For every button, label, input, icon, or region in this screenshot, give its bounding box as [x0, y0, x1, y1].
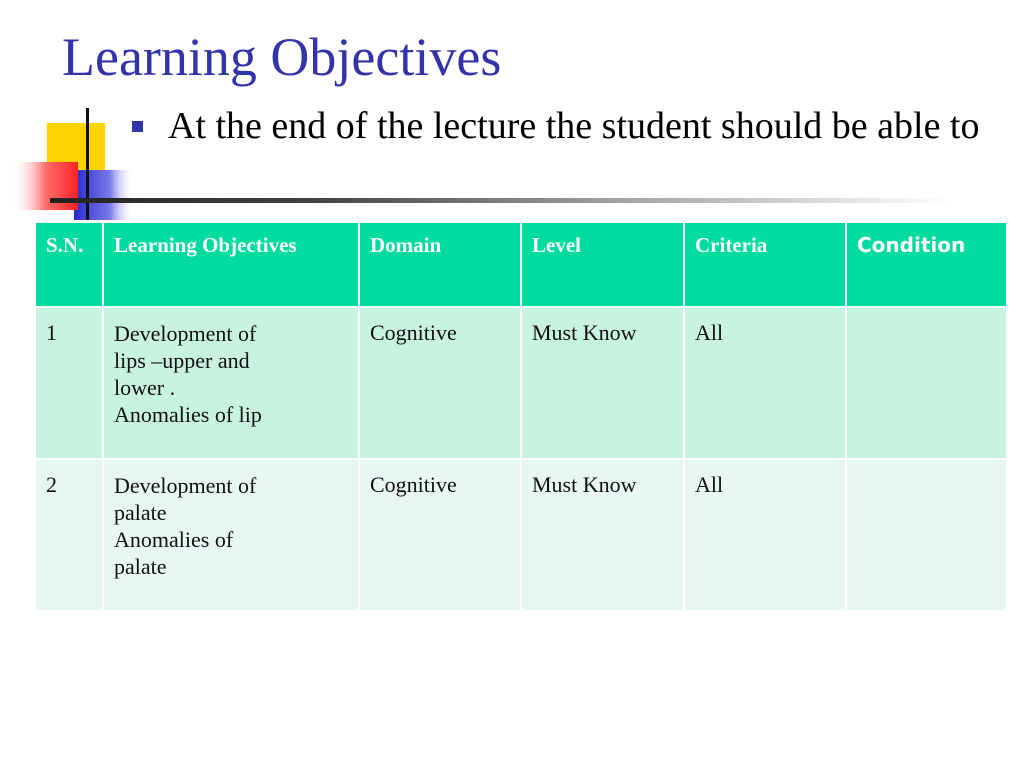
cell-objective — [103, 307, 359, 459]
header-sn: S.N. — [35, 222, 103, 307]
bullet-text: At the end of the lecture the student should be able to — [168, 105, 980, 147]
cell-condition — [846, 307, 1007, 459]
objective-line: lips –upper and — [114, 348, 250, 373]
table-header-row — [35, 222, 1007, 307]
bullet-square-icon — [132, 121, 143, 132]
header-domain: Domain — [359, 222, 521, 307]
cell-objective — [103, 459, 359, 611]
objective-line: Anomalies of lip — [114, 402, 262, 427]
objective-line: Development of — [114, 473, 257, 498]
cell-sn: 1 — [35, 307, 103, 459]
objectives-table — [34, 221, 1008, 612]
table-row — [35, 307, 1007, 459]
cell-domain: Cognitive — [359, 307, 521, 459]
objective-line: palate — [114, 500, 167, 525]
objective-line: Development of — [114, 321, 257, 346]
cell-condition — [846, 459, 1007, 611]
objective-line: Anomalies of — [114, 527, 234, 552]
header-criteria: Criteria — [684, 222, 846, 307]
header-level: Level — [521, 222, 684, 307]
divider-line — [50, 198, 950, 203]
cell-level: Must Know — [521, 307, 684, 459]
objective-line: lower . — [114, 375, 176, 400]
slide-title: Learning Objectives — [62, 27, 502, 87]
cell-sn: 2 — [35, 459, 103, 611]
header-learning-objectives: Learning Objectives — [103, 222, 359, 307]
cell-criteria: All — [684, 459, 846, 611]
cell-domain: Cognitive — [359, 459, 521, 611]
cell-level: Must Know — [521, 459, 684, 611]
table-row — [35, 459, 1007, 611]
cell-criteria: All — [684, 307, 846, 459]
objective-line: palate — [114, 554, 167, 579]
header-condition: Condition — [846, 222, 1007, 307]
